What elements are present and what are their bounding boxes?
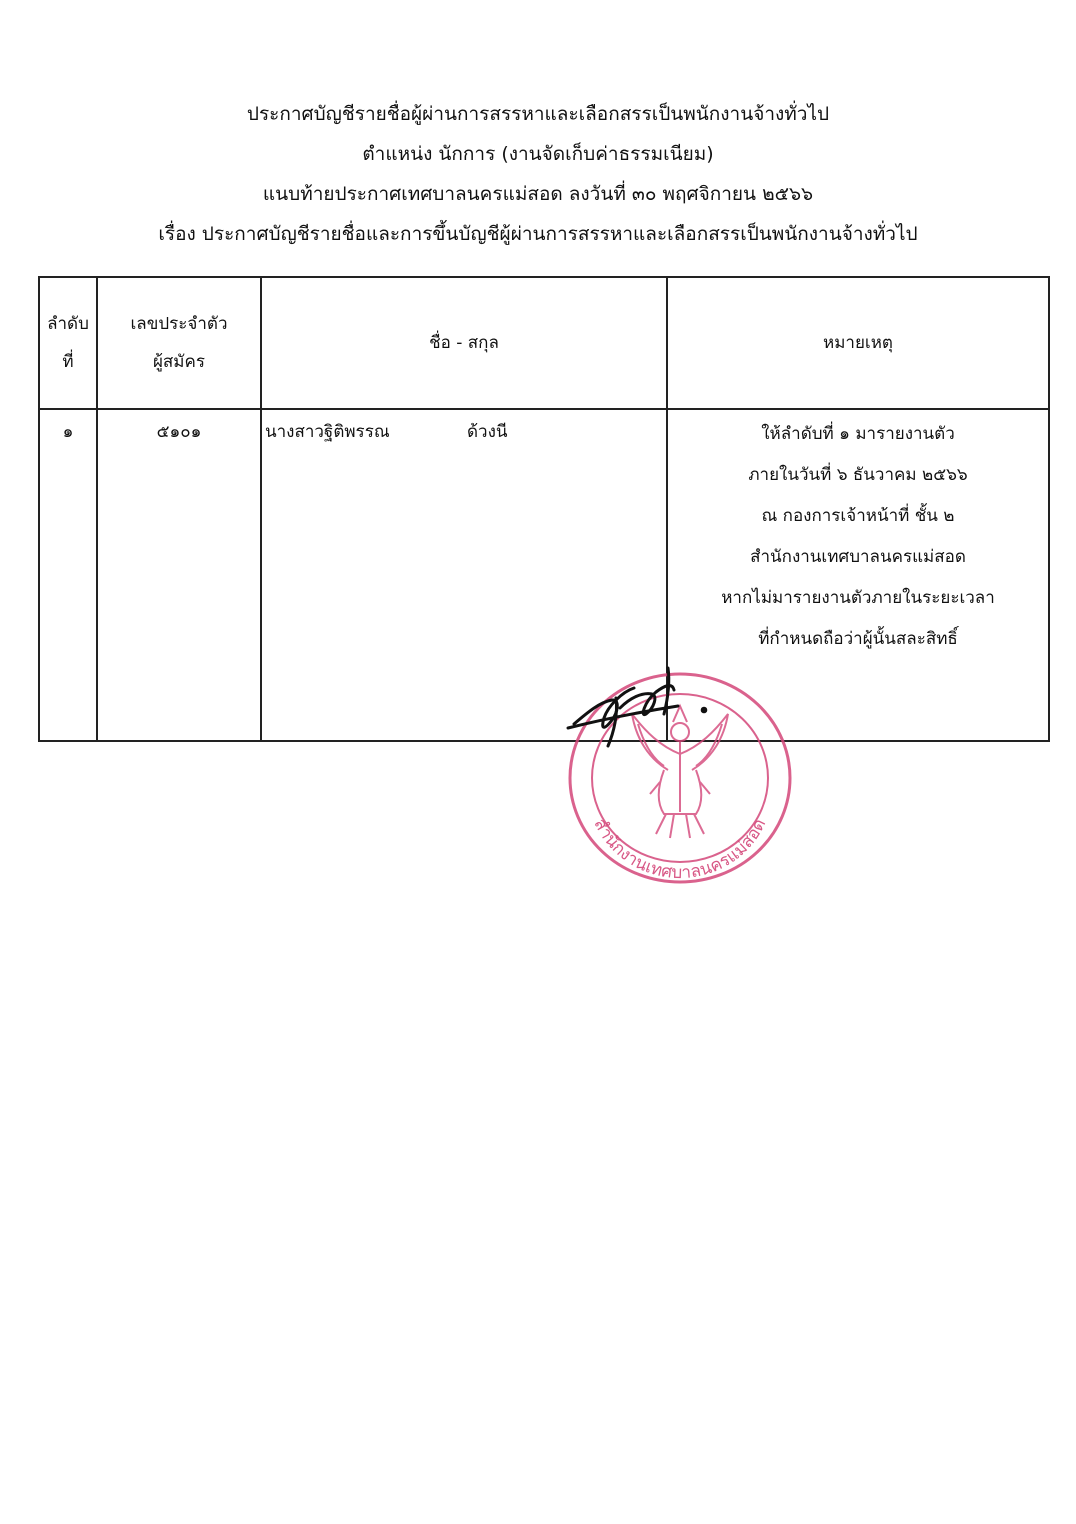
column-header-id-line-2: ผู้สมัคร (152, 352, 206, 372)
column-header-seq-line-2: ที่ (62, 352, 74, 372)
column-header-remark-label: หมายเหตุ (823, 333, 893, 353)
remark-line-3: ณ กองการเจ้าหน้าที่ ชั้น ๒ (761, 506, 955, 526)
given-name: นางสาวฐิติพรรณ (265, 422, 390, 442)
column-header-remark (667, 277, 1049, 409)
heading-line-1: ประกาศบัญชีรายชื่อผู้ผ่านการสรรหาและเลือกสรรเป็นพนักงานจ้างทั่วไป (246, 103, 830, 125)
column-header-name (261, 277, 667, 409)
document-heading (0, 94, 1076, 254)
cell-seq: ๑ (39, 409, 97, 741)
cell-remark (667, 409, 1049, 741)
cell-name (261, 409, 667, 741)
svg-text:สำนักงานเทศบาลนครแม่สอด: สำนักงานเทศบาลนครแม่สอด (589, 815, 771, 884)
table-row (39, 409, 1049, 741)
remark-line-5: หากไม่มารายงานตัวภายในระยะเวลา (721, 588, 995, 608)
heading-line-4: เรื่อง ประกาศบัญชีรายชื่อและการขึ้นบัญชีผู้ผ่านการสรรหาและเลือกสรรเป็นพนักงานจ้างทั่วไป (158, 223, 918, 245)
remark-line-4: สำนักงานเทศบาลนครแม่สอด (750, 547, 966, 567)
heading-line-2: ตำแหน่ง นักการ (งานจัดเก็บค่าธรรมเนียม) (362, 143, 714, 165)
column-header-seq-line-1: ลำดับ (47, 314, 89, 334)
remark-line-1: ให้ลำดับที่ ๑ มารายงานตัว (761, 424, 955, 444)
remark-line-2: ภายในวันที่ ๖ ธันวาคม ๒๕๖๖ (748, 465, 968, 485)
surname: ด้วงนี (467, 422, 508, 442)
column-header-applicant-id (97, 277, 261, 409)
results-table-container (38, 276, 1050, 744)
column-header-id-line-1: เลขประจำตัว (130, 314, 228, 334)
cell-applicant-id: ๕๑๐๑ (97, 409, 261, 741)
results-table (38, 276, 1050, 742)
heading-line-3: แนบท้ายประกาศเทศบาลนครแม่สอด ลงวันที่ ๓๐ พฤศจิกายน ๒๕๖๖ (262, 183, 814, 205)
table-header-row (39, 277, 1049, 409)
remark-line-6: ที่กำหนดถือว่าผู้นั้นสละสิทธิ์ (758, 629, 958, 649)
column-header-seq (39, 277, 97, 409)
column-header-name-label: ชื่อ - สกุล (429, 333, 499, 353)
